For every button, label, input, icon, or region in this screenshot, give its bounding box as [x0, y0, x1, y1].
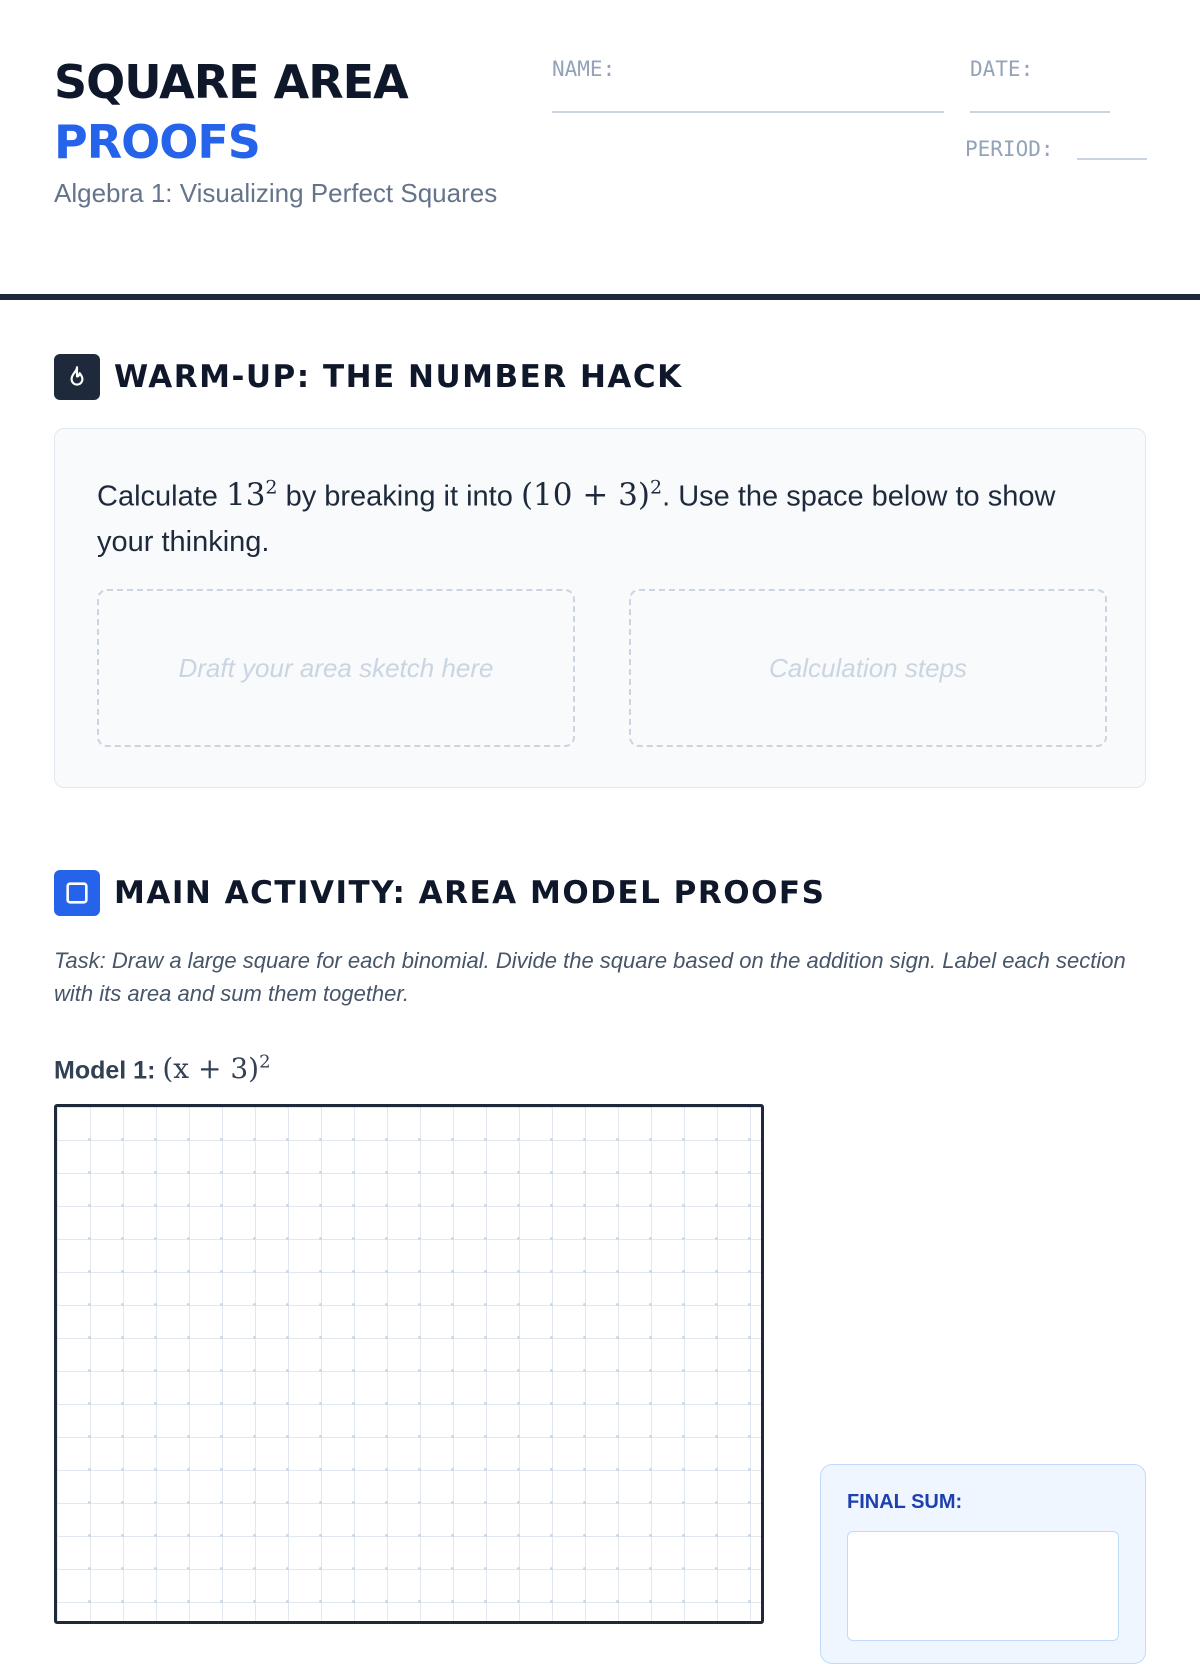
name-label: NAME: — [552, 57, 616, 81]
task-instructions: Task: Draw a large square for each binomial. Divide the square based on the addition sign. Label each section with its area and sum them together. — [54, 948, 1126, 1006]
model-1-label: Model 1: $(x + 3)^2$ — [54, 1052, 271, 1086]
name-field[interactable] — [552, 111, 944, 113]
title-line-1: SQUARE AREA — [54, 55, 408, 109]
final-sum-card — [820, 1464, 1146, 1664]
flame-icon — [54, 354, 100, 400]
square-icon — [54, 870, 100, 916]
warmup-prompt: Calculate $13^2$ by breaking it into $(10 + 3)^2$. Use the space below to show your thinking. — [97, 477, 1056, 559]
subtitle: Algebra 1: Visualizing Perfect Squares — [54, 178, 498, 208]
main-activity-heading — [54, 870, 825, 916]
date-label: DATE: — [970, 57, 1034, 81]
title-line-2: PROOFS — [54, 115, 260, 169]
model-1-expression: $(x + 3)^2$ — [162, 1052, 271, 1086]
main-activity-title: MAIN ACTIVITY: AREA MODEL PROOFS — [114, 875, 826, 911]
period-field[interactable] — [1077, 158, 1147, 160]
math-10-plus-3-squared: $(10 + 3)^2$ — [520, 477, 663, 514]
calculation-area[interactable]: Calculation steps — [629, 589, 1107, 747]
sketch-area[interactable]: Draft your area sketch here — [97, 589, 575, 747]
warmup-card — [54, 428, 1146, 788]
model-1-grid[interactable] — [54, 1104, 764, 1624]
period-label: PERIOD: — [965, 137, 1054, 161]
warmup-heading — [54, 354, 683, 400]
date-field[interactable] — [970, 111, 1110, 113]
final-sum-label: FINAL SUM: — [847, 1491, 963, 1513]
math-13-squared: $13^2$ — [225, 477, 278, 514]
header-divider — [0, 294, 1200, 300]
final-sum-input[interactable] — [847, 1531, 1119, 1641]
warmup-title: WARM-UP: THE NUMBER HACK — [114, 359, 683, 395]
